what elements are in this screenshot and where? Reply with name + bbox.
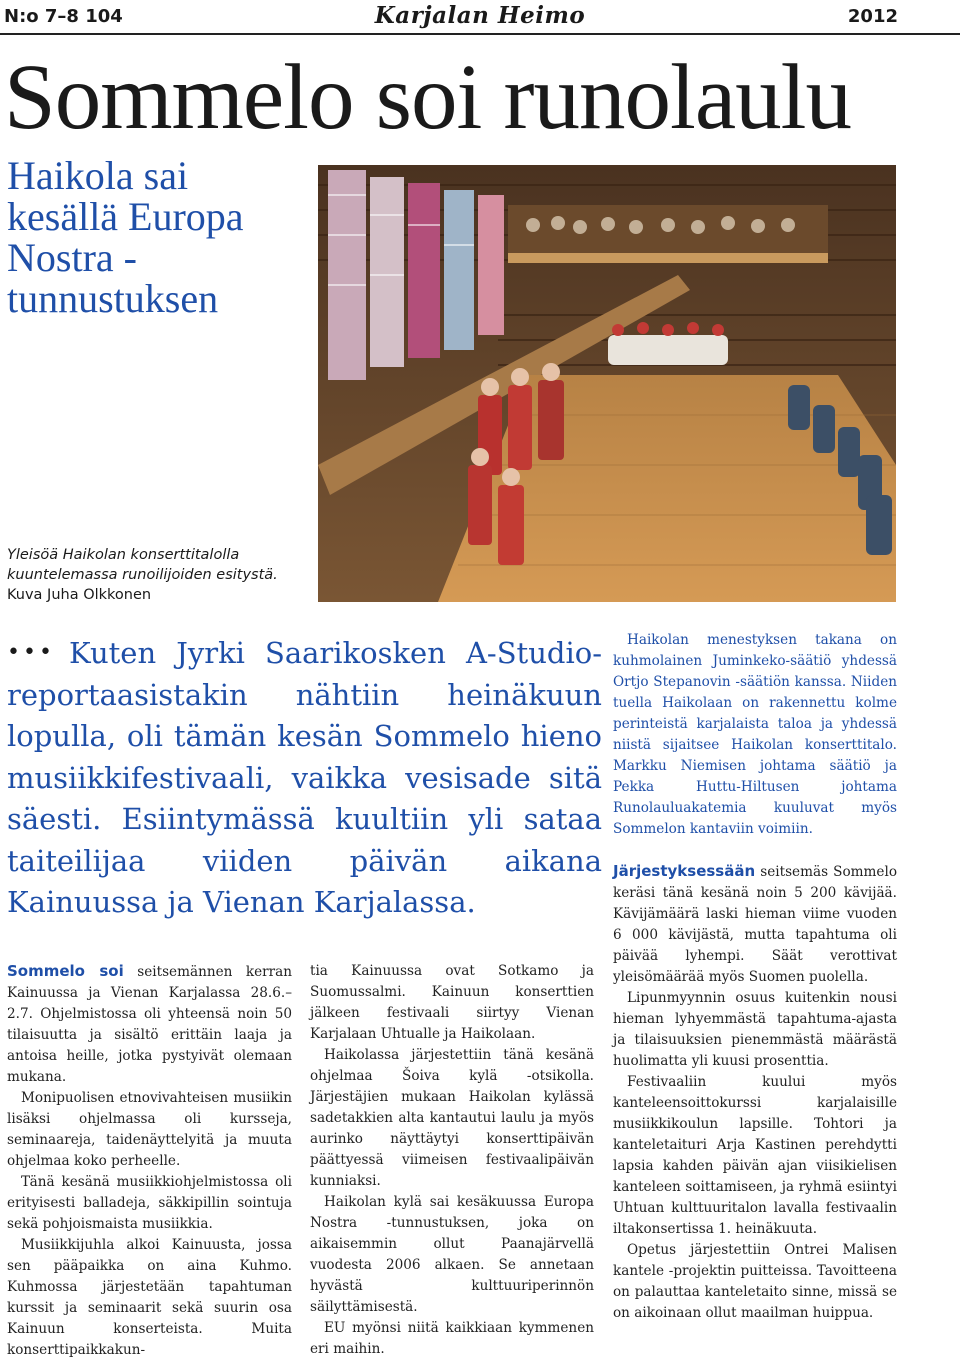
masthead: Karjalan Heimo [374,2,586,29]
col2-paragraph-1: tia Kainuussa ovat Sotkamo ja Suomussalmi. Kainuun konserttien jälkeen festivaali siirtyy Vienan Karjalaan Uhtualle ja Haikolaan. [310,963,594,1042]
col3-paragraph-4: Opetus järjestettiin Ontrei Malisen kantele -projektin puitteissa. Tavoitteena on palauttaa kanteletaito sinne, missä se on aikoinaan ollut maailman huippua. [613,1242,897,1321]
col1-paragraph-3: Tänä kesänä musiikkiohjelmistossa oli erityisesti balladeja, säkkipillin sointuja sekä pohjoismaista musiikkia. [7,1174,292,1232]
kicker-jarjestyksessaan: Järjestyksessään [613,862,756,880]
col1-paragraph-2: Monipuolisen etnovivahteisen musiikin lisäksi ohjelmassa oli kursseja, seminaareja, taidenäyttelyitä ja muuta ohjelmaa koko perheelle. [7,1090,292,1169]
photo-caption [7,545,307,605]
sidebar-paragraph: Haikolan menestyksen takana on kuhmolainen Juminkeko-säätiö yhdessä Ortjo Stepanovin -säätiön kanssa. Niiden tuella Haikolaan on rakennettu kolme perinteistä karjalaista taloa ja yhdessä niistä sijaitsee Haikolan konserttitalo. Markku Niemisen johtama säätiö ja Pekka Huttu-Hiltusen johtama Runolauluakatemia kuuluvat myös Sommelon kantaviin voimiin. [613,632,897,837]
col3-paragraph-1: seitsemäs Sommelo keräsi tänä kesänä noin 5 200 kävijää. Kävijämäärä laski hieman viime vuoden 6 000 kävijästä, mutta tapahtuma oli päivää lyhempi. Säät verottivat yleisömäärää myös Suomen puolella. [613,864,898,985]
kicker-sommelo-soi: Sommelo soi [7,962,124,980]
subheadline: Haikola sai kesällä Europa Nostra -tunnustuksen [7,153,244,321]
col2-paragraph-4: EU myönsi niitä kaikkiaan kymmenen eri maihin. [310,1320,594,1357]
issue-number: N:o 7–8 104 [4,6,123,27]
col3-paragraph-2: Lipunmyynnin osuus kuitenkin nousi hieman lyhyemmästä tapahtuma-ajasta ja tilaisuuksien pienemmästä määrästä huolimatta yli kuusi prosenttia. [613,990,897,1069]
body-column-1 [7,961,292,1361]
col2-paragraph-3: Haikolan kylä sai kesäkuussa Europa Nostra -tunnustuksen, joka on aikaisemmin ollut Paanajärvellä vuodesta 2006 alkaen. Se annetaan hyvästä kulttuuriperinnön säilyttämisestä. [310,1194,594,1315]
col2-paragraph-2: Haikolassa järjestettiin tänä kesänä ohjelmaa Šoiva kylä -otsikolla. Järjestäjien mukaan Haikolan kylässä sadetakkien alta kantautui laulu ja myös aurinko näyttäytyi konserttipäivän päättyessä viimeisen festivaalipäivän kunniaksi. [310,1047,594,1189]
concert-photo [318,165,896,602]
headline: Sommelo soi runolaulu [4,46,851,149]
bullet-marker: ••• [7,640,55,665]
header-rule [0,33,960,35]
body-column-3 [613,630,897,1324]
photo-credit: Kuva Juha Olkkonen [7,587,152,603]
page-header [0,0,960,34]
col1-paragraph-4: Musiikkijuhla alkoi Kainuusta, jossa sen pääpaikka on aina Kuhmo. Kuhmossa järjestetään tapahtuman kurssit ja seminaarit sekä suurin osa Kainuun konserteista. Muita konserttipaikkakun- [7,1237,292,1358]
col1-paragraph-1: seitsemännen kerran Kainuussa ja Vienan Karjalassa 28.6.–2.7. Ohjelmistossa oli yhteensä noin 50 tilaisuutta ja sisältö erittäin laaja ja antoisa heille, jotka pystyivät olemaan mukana. [7,964,293,1085]
issue-year: 2012 [847,6,898,27]
body-column-2 [310,961,594,1360]
caption-text: Yleisöä Haikolan konserttitalolla kuuntelemassa runoilijoiden esitystä. [7,547,278,583]
col3-paragraph-3: Festivaaliin kuului myös kanteleensoittokurssi karjalaisille musiikkikoulun lapsille. Tohtori ja kanteletaituri Arja Kastinen perehdytti lapsia kahden päivän ajan viisikielisen kanteleen soittamiseen, ja ryhmä esiintyi Uhtuan kulttuuritalon lavalla festivaalin iltakonsertissa 1. heinäkuuta. [613,1074,897,1237]
lead-text: Kuten Jyrki Saarikosken A-Studio-reportaasistakin nähtiin heinäkuun lopulla, oli tämän kesän Sommelo hieno musiikkifestivaali, vaikka vesisade sitä säesti. Esiintymässä kuultiin yli sataa taiteilijaa viiden päivän aikana Kainuussa ja Vienan Karjalassa. [7,636,602,919]
lead-paragraph [7,632,602,924]
